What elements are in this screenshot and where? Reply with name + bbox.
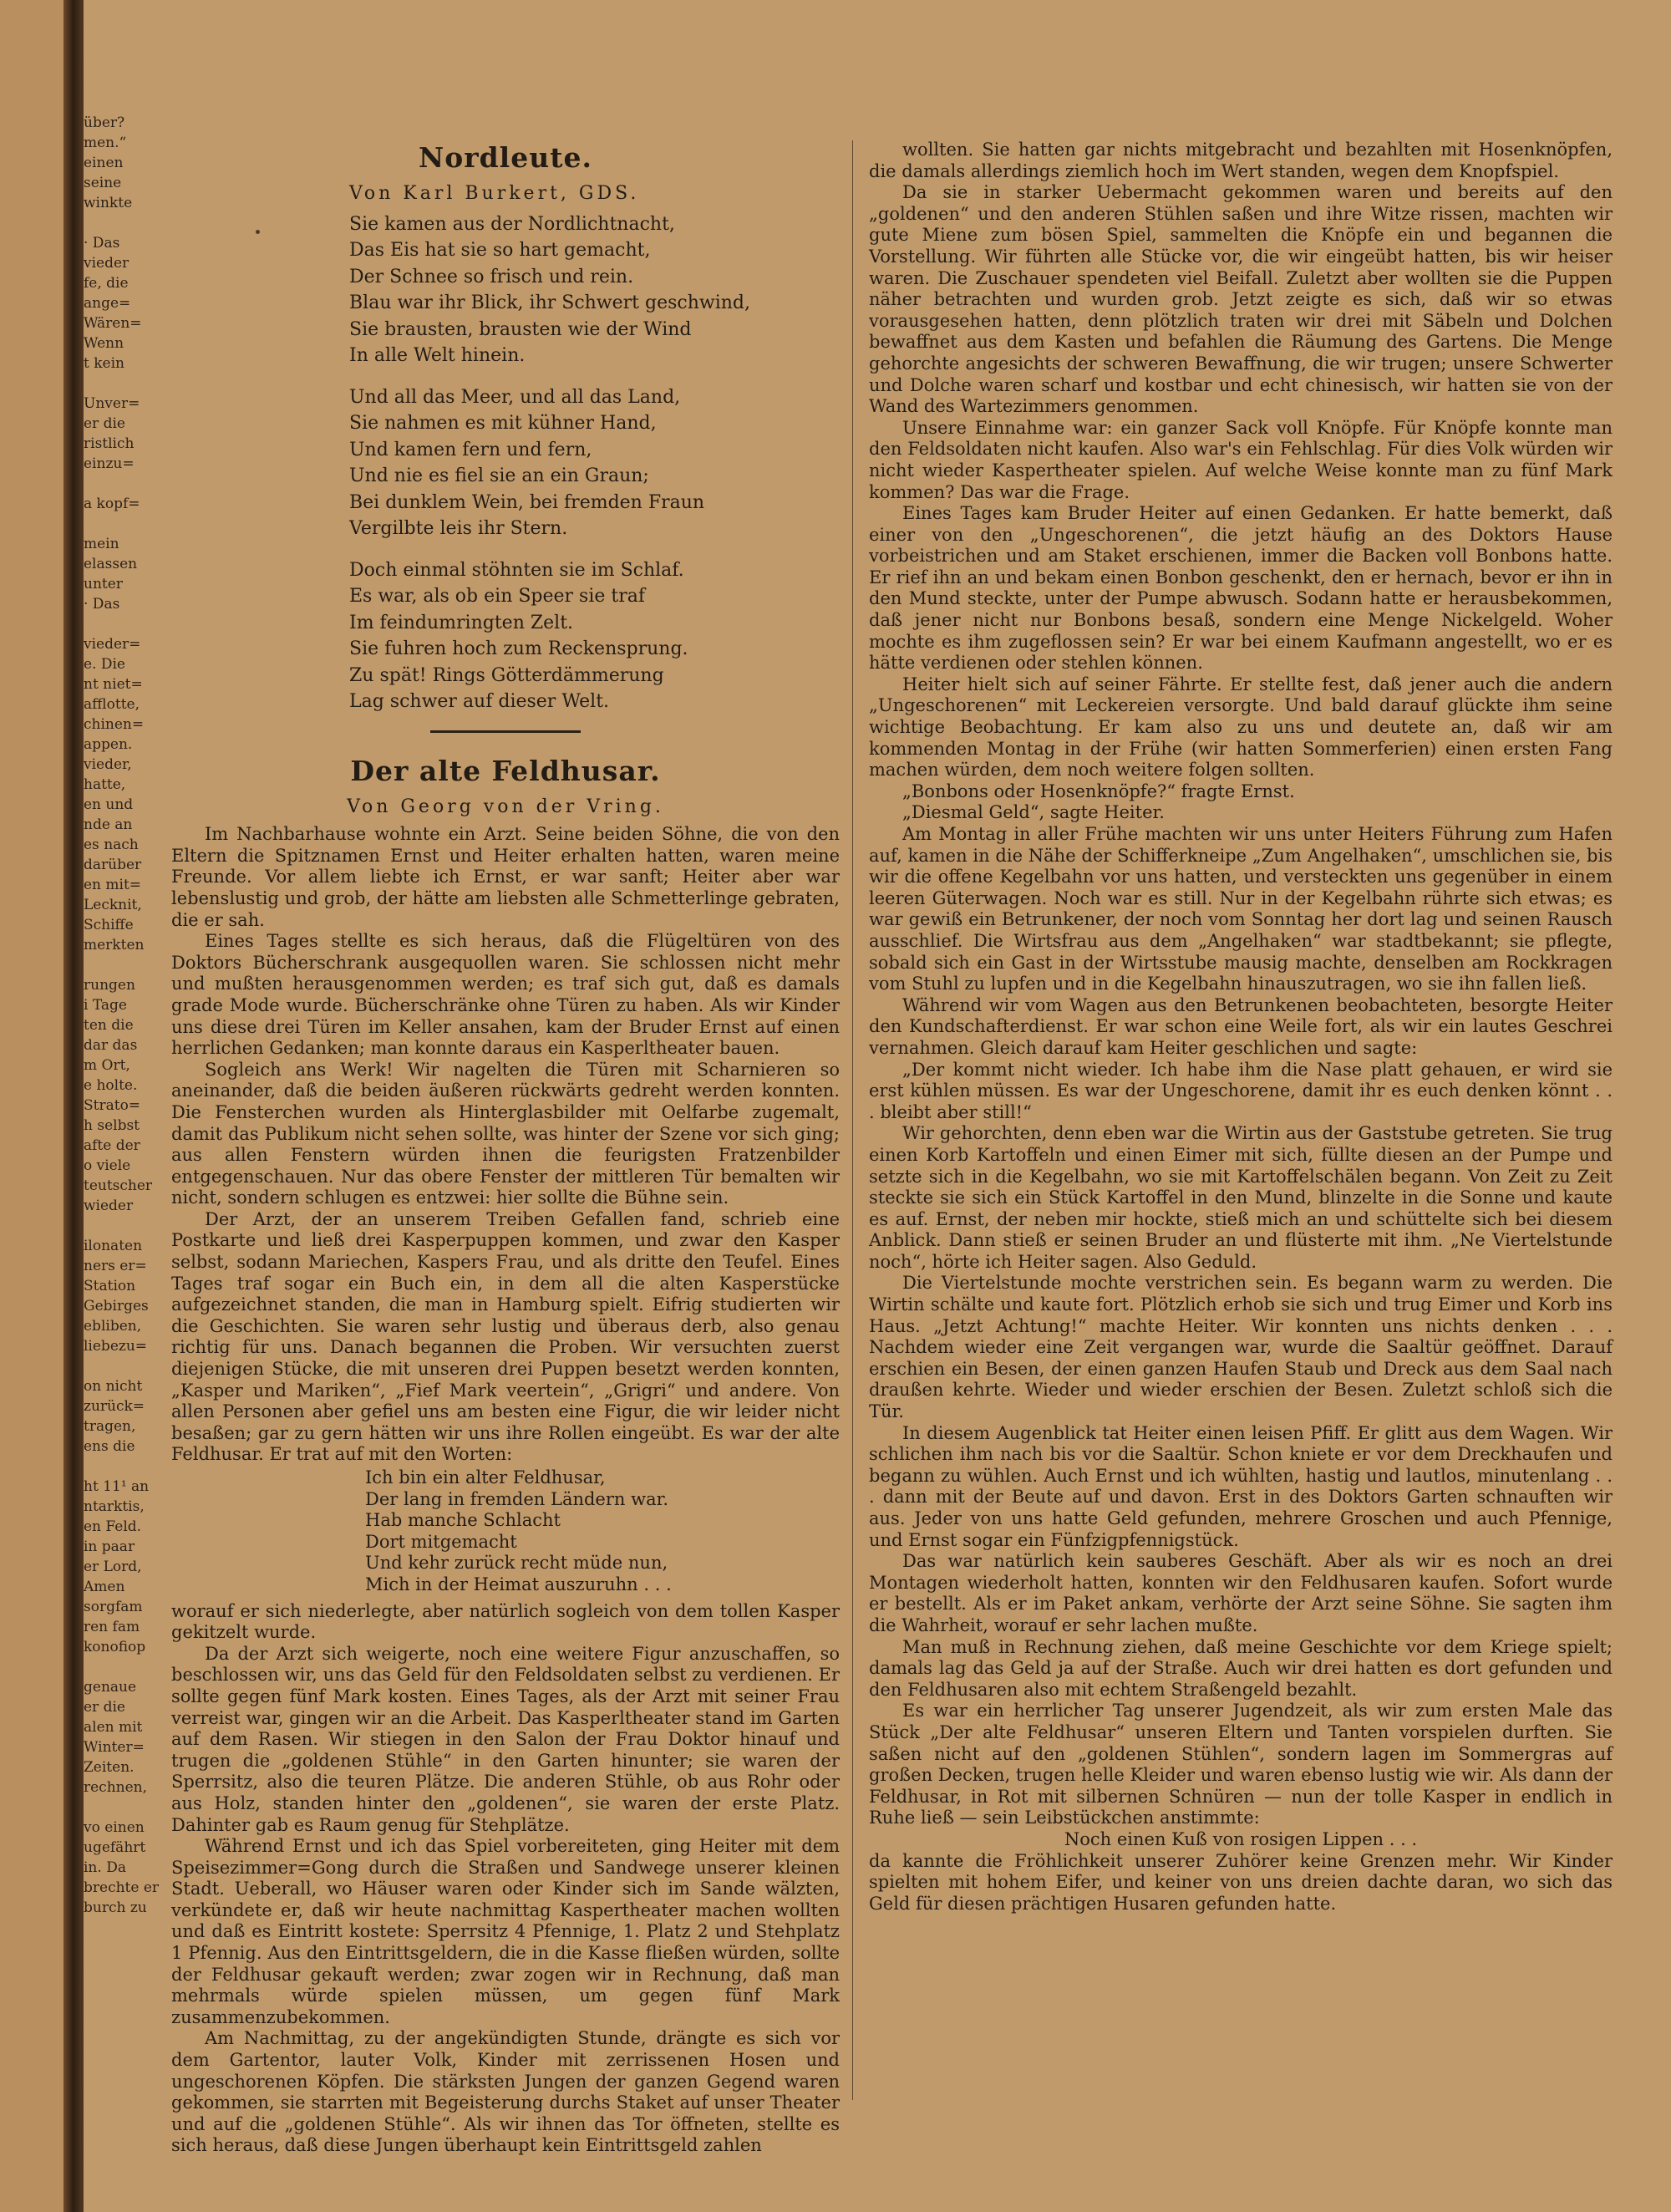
previous-page-fragment: vieder xyxy=(84,255,130,272)
poem-stanza xyxy=(171,384,840,542)
previous-page-fragment: ilonaten xyxy=(84,1238,143,1254)
previous-page-fragment: wieder xyxy=(84,1198,134,1214)
poem-title: Nordleute. xyxy=(419,141,592,174)
story-text-part-1 xyxy=(171,824,840,1466)
story-paragraph: Im Nachbarhause wohnte ein Arzt. Seine beiden Söhne, die von den Eltern die Spitznamen Ernst und Heiter erhalten hatten, waren meine Freunde. Vor allem liebte ich Ernst, er war sanft; Heiter aber war lebenslustig und grob, der hätte am liebsten alle Schmetterlinge gebraten, die er sah. xyxy=(171,824,840,930)
verse-line: Ich bin ein alter Feldhusar, xyxy=(365,1467,606,1487)
story-paragraph: Man muß in Rechnung ziehen, daß meine Geschichte vor dem Kriege spielt; damals lag das Geld ja auf der Straße. Auch wir drei hatten es dort gefunden und den Feldhusaren also mit echtem Straßengeld bezahlt. xyxy=(869,1636,1613,1700)
previous-page-fragment: über? xyxy=(84,114,125,131)
magazine-page xyxy=(84,0,1671,2212)
previous-page-fragment: · Das xyxy=(84,596,120,613)
previous-page-fragment: i Tage xyxy=(84,997,127,1014)
previous-page-fragment: merkten xyxy=(84,937,145,953)
previous-page-fragment: on nicht xyxy=(84,1378,143,1395)
previous-page-fragment: seine xyxy=(84,175,122,191)
poem-stanza xyxy=(171,557,840,715)
verse-line: Der lang in fremden Ländern war. xyxy=(365,1488,668,1509)
previous-page-fragment: in paar xyxy=(84,1538,135,1555)
previous-page-fragment xyxy=(84,614,142,634)
previous-page-fragment xyxy=(84,514,142,534)
story-paragraph: Am Montag in aller Frühe machten wir uns unter Heiters Führung zum Hafen auf, kamen in die Nähe der Schifferkneipe „Zum Angelhaken“, umschlichen sie, bis wir die offene Kegelbahn vor uns hatten, und versteckten uns gegenüber in einem leeren Güterwagen. Noch war es still. Nur in der Kegelbahn rührte sich etwas; es war gewiß ein Betrunkener, der noch vom Sonntag her dort lag und seinen Rausch ausschlief. Die Wirtsfrau aus dem „Angelhaken“ war stadtbekannt; sie pflegte, sobald sich ein Gast in der Wirtsstube mausig machte, denselben am Rockkragen vom Stuhl zu lupfen und in die Kegelbahn hinauszutragen, wo sie ihn fallen ließ. xyxy=(869,824,1613,994)
previous-page-fragment: en Feld. xyxy=(84,1518,142,1535)
previous-page-fragment xyxy=(84,1216,142,1236)
story-title: Der alte Feldhusar. xyxy=(350,754,661,787)
story-paragraph: Unsere Einnahme war: ein ganzer Sack voll Knöpfe. Für Knöpfe konnte man den Feldsoldaten nicht kaufen. Also war's ein Fehlschlag. Für dies Volk würden wir nicht wieder Kaspertheater spielen. Auf welche Weise konnte man zu fünf Mark kommen? Das war die Frage. xyxy=(869,417,1613,502)
poem-line: Im feindumringten Zelt. xyxy=(349,612,574,633)
story-paragraph: Eines Tages kam Bruder Heiter auf einen Gedanken. Er hatte bemerkt, daß einer von den „Ungeschorenen“, die jetzt häufig an des Doktors Hause vorbeistrichen und am Staket erschienen, immer die Backen voll Bonbons hatte. Er rief ihn an und bekam einen Bonbon geschenkt, den er hernach, bevor er ihn in den Mund steckte, unter der Pumpe abwusch. Sodann hatte er herausbekommen, daß jener nicht nur Bonbons besaß, sondern eine Menge Nickelgeld. Woher mochte es ihm zugeflossen sein? Er war bei einem Kaufmann angestellt, wo er es hätte verdienen oder stehlen können. xyxy=(869,503,1613,674)
poem-body xyxy=(171,211,840,715)
previous-page-fragment: ren fam xyxy=(84,1619,140,1635)
previous-page-column xyxy=(84,113,160,1918)
previous-page-fragment: appen. xyxy=(84,736,133,753)
section-rule xyxy=(430,730,581,733)
story-paragraph: Heiter hielt sich auf seiner Fährte. Er stellte fest, daß jener auch die andern „Ungeschorenen“ mit Leckereien versorgte. Und bald darauf glückte ihm seine wichtige Beobachtung. Er kam also zu uns und deutete an, daß wir am kommenden Montag in der Frühe (wir hatten Sommerferien) einen ersten Fang machen würden, dem noch weitere folgen sollten. xyxy=(869,674,1613,781)
poem-line: Sie fuhren hoch zum Reckensprung. xyxy=(349,638,688,660)
previous-page-fragment: genaue xyxy=(84,1679,137,1696)
previous-page-fragment: Gebirges xyxy=(84,1298,149,1314)
previous-page-fragment: Amen xyxy=(84,1579,125,1595)
previous-page-fragment: einen xyxy=(84,155,124,171)
story-paragraph: „Bonbons oder Hosenknöpfe?“ fragte Ernst. xyxy=(902,781,1295,801)
previous-page-fragment: Zeiten. xyxy=(84,1759,135,1776)
previous-page-fragment: ugefährt xyxy=(84,1839,146,1856)
poem-line: Das Eis hat sie so hart gemacht, xyxy=(349,240,651,262)
previous-page-fragment: alen mit xyxy=(84,1719,143,1736)
poem-line: Und kamen fern und fern, xyxy=(349,439,592,460)
story-final-paragraph: da kannte die Fröhlichkeit unserer Zuhörer keine Grenzen mehr. Wir Kinder spielten mit hohem Eifer, und keiner von uns dreien dachte daran, wo sich das Geld für diesen prächtigen Husaren gefunden hatte. xyxy=(869,1850,1613,1914)
left-column xyxy=(171,138,840,2157)
previous-page-fragment: · Das xyxy=(84,235,120,252)
story-byline: Von Georg von der Vring. xyxy=(347,796,664,817)
verse-line: Mich in der Heimat auszuruhn . . . xyxy=(365,1574,672,1594)
previous-page-fragment: liebezu= xyxy=(84,1338,148,1355)
previous-page-fragment: Station xyxy=(84,1278,136,1294)
previous-page-fragment: einzu= xyxy=(84,455,135,472)
previous-page-fragment: t kein xyxy=(84,355,124,372)
previous-page-fragment: Lecknit, xyxy=(84,897,142,913)
story-paragraph: worauf er sich niederlegte, aber natürlich sogleich von dem tollen Kasper gekitzelt wurde. xyxy=(171,1600,840,1643)
previous-page-fragment: darüber xyxy=(84,857,142,873)
previous-page-fragment: es nach xyxy=(84,836,139,853)
previous-page-fragment: rungen xyxy=(84,977,135,994)
story-paragraph: Da sie in starker Uebermacht gekommen waren und bereits auf den „goldenen“ und den anderen Stühlen saßen und ihre Witze rissen, machten wir gute Miene zum bösen Spiel, sammelten die Knöpfe ein und begannen die Vorstellung. Wir führten alle Stücke vor, die wir eingeübt hatten, bis wir heiser waren. Die Zuschauer spendeten viel Beifall. Zuletzt aber wollten sie die Puppen näher betrachten und wurden grob. Jetzt zeigte es sich, daß wir so etwas vorausgesehen hatten, denn plötzlich traten wir drei mit Säbeln und Dolchen bewaffnet aus dem Kasten und befahlen die Räumung des Gartens. Die Menge gehorchte angesichts der schweren Bewaffnung, die wir trugen; unsere Schwerter und Dolche waren scharf und kostbar und echt chinesisch, wir hatten sie von der Wand des Wartezimmers genommen. xyxy=(869,182,1613,417)
previous-page-fragment: nde an xyxy=(84,816,133,833)
poem-line: Blau war ihr Blick, ihr Schwert geschwind, xyxy=(349,292,751,314)
previous-page-fragment: dar das xyxy=(84,1037,138,1054)
previous-page-fragment: m Ort, xyxy=(84,1057,130,1074)
previous-page-fragment: afflotte, xyxy=(84,696,140,713)
book-gutter xyxy=(63,0,85,2212)
previous-page-fragment xyxy=(84,213,142,233)
previous-page-fragment: Unver= xyxy=(84,395,140,412)
previous-page-fragment: rechnen, xyxy=(84,1779,148,1796)
previous-page-fragment: en mit= xyxy=(84,877,142,893)
poem-line: Lag schwer auf dieser Welt. xyxy=(349,691,610,713)
story-paragraph: „Der kommt nicht wieder. Ich habe ihm die Nase platt gehauen, er wird sie erst kühlen müssen. Es war der Ungeschorene, damit ihr es euch denken könnt . . . bleibt aber still!“ xyxy=(869,1059,1613,1122)
poem-line: In alle Welt hinein. xyxy=(349,345,526,367)
previous-page-fragment: sorgfam xyxy=(84,1599,143,1615)
poem-line: Sie brausten, brausten wie der Wind xyxy=(349,318,692,340)
previous-page-fragment: ten die xyxy=(84,1017,134,1034)
story-paragraph: Sogleich ans Werk! Wir nagelten die Türen mit Scharnieren so aneinander, daß die beiden äußeren rückwärts gedreht werden konnten. Die Fensterchen wurden als Hinterglasbilder mit Oelfarbe zugemalt, damit das Publikum nicht sehen sollte, was hinter der Szene vor sich ging; aus allen Fenstern würden ihnen die feurigsten Fratzenbilder entgegenschauen. Nur das obere Fenster der mittleren Tür bemalten wir nicht, sondern schlugen es entzwei: hier sollte die Bühne sein. xyxy=(171,1059,840,1208)
previous-page-fragment: a kopf= xyxy=(84,496,140,512)
previous-page-fragment: mein xyxy=(84,536,119,552)
previous-page-fragment: e holte. xyxy=(84,1077,138,1094)
feldhusar-verse xyxy=(171,1467,840,1596)
previous-page-fragment: in. Da xyxy=(84,1859,126,1876)
previous-page-fragment: h selbst xyxy=(84,1117,140,1134)
previous-page-fragment: konofiop xyxy=(84,1639,146,1655)
poem-line: Bei dunklem Wein, bei fremden Fraun xyxy=(349,491,705,513)
story-paragraph: Am Nachmittag, zu der angekündigten Stunde, drängte es sich vor dem Gartentor, lauter Volk, Kinder mit zerrissenen Hosen und ungeschorenen Köpfen. Die stärksten Jungen der ganzen Gegend waren gekommen, sie starrten mit Begeisterung durchs Staket auf unser Theater und auf die „goldenen Stühle“. Als wir ihnen das Tor öffneten, stellte es sich heraus, daß diese Jungen überhaupt kein Eintrittsgeld zahlen xyxy=(171,2028,840,2156)
previous-page-fragment: men.“ xyxy=(84,135,127,151)
poem-stanza xyxy=(171,211,840,369)
poem-line: Doch einmal stöhnten sie im Schlaf. xyxy=(349,559,684,581)
previous-page-fragment: ntarktis, xyxy=(84,1498,145,1515)
previous-page-fragment: tragen, xyxy=(84,1418,136,1435)
story-paragraph: Der Arzt, der an unserem Treiben Gefallen fand, schrieb eine Postkarte und ließ drei Kasperpuppen kommen, und zwar den Kasper selbst, sodann Mariechen, Kaspers Frau, und als dritte den Teufel. Eines Tages traf sogar ein Buch ein, in dem all die alten Kasperstücke aufgezeichnet standen, die man in Hamburg spielt. Eifrig studierten wir die Geschichten. Sie waren sehr lustig und überaus derb, also genau richtig für uns. Danach begannen die Proben. Wir versuchten zuerst diejenigen Stücke, die mit unseren drei Puppen besetzt werden konnten, „Kasper und Mariken“, „Fief Mark veertein“, „Grigri“ und andere. Von allen Personen aber gefiel uns am besten eine Figur, die wir leider nicht besaßen; gar zu gern hätten wir uns ihre Rollen eingeübt. Es war der alte Feldhusar. Er trat auf mit den Worten: xyxy=(171,1208,840,1465)
previous-page-fragment xyxy=(84,1356,142,1376)
poem-line: Und all das Meer, und all das Land, xyxy=(349,386,681,408)
poem-line: Vergilbte leis ihr Stern. xyxy=(349,518,568,540)
previous-page-fragment xyxy=(84,1457,142,1477)
story-paragraph: Es war ein herrlicher Tag unserer Jugendzeit, als wir zum ersten Male das Stück „Der alte Feldhusar“ unseren Eltern und Tanten vorspielen durften. Sie saßen nicht auf den „goldenen Stühlen“, sondern lagen im Sommergras auf großen Decken, trugen helle Kleider und waren ebenso lustig wie wir. Als dann der Feldhusar, in Rot mit silbernen Schnüren — nun der tolle Kasper in endlich in Ruhe ließ — sein Leibstückchen anstimmte: xyxy=(869,1701,1613,1828)
story-paragraph: Da der Arzt sich weigerte, noch eine weitere Figur anzuschaffen, so beschlossen wir, uns das Geld für den Feldsoldaten selbst zu verdienen. Er sollte gegen fünf Mark kosten. Eines Tages, als der Arzt mit seiner Frau verreist war, gingen wir an die Arbeit. Das Kasperltheater stand im Garten auf dem Rasen. Wir stiegen in den Salon der Frau Doktor hinauf und trugen die „goldenen Stühle“ in den Garten hinunter; sie waren der Sperrsitz, also die teuren Plätze. Die anderen Stühle, ob aus Rohr oder aus Holz, standen hinter den „goldenen“, sie waren der erste Platz. Dahinter gab es Raum genug für Stehplätze. xyxy=(171,1643,840,1835)
previous-page-fragment: Schiffe xyxy=(84,917,134,933)
previous-page-fragment xyxy=(84,474,142,494)
poem-line: Der Schnee so frisch und rein. xyxy=(349,266,634,287)
previous-page-fragment xyxy=(84,374,142,394)
story-text-part-2 xyxy=(171,1644,840,2157)
previous-page-fragment: er Lord, xyxy=(84,1559,142,1575)
previous-page-fragment: e. Die xyxy=(84,656,125,673)
previous-page-fragment: teutscher xyxy=(84,1177,153,1194)
story-paragraph: Während wir vom Wagen aus den Betrunkenen beobachteten, besorgte Heiter den Kundschafterdienst. Er war schon eine Weile fort, als wir ein lautes Geschrei vernahmen. Gleich darauf kam Heiter geschlichen und sagte: xyxy=(869,994,1613,1058)
story-paragraph: Das war natürlich kein sauberes Geschäft. Aber als wir es noch an drei Montagen wiederholt hatten, konnten wir den Feldhusaren kaufen. Sofort wurde er bestellt. Als er im Paket ankam, verhörte der Arzt seine Söhne. Sie sagten ihm die Wahrheit, worauf er sehr lachen mußte. xyxy=(869,1551,1613,1635)
previous-page-fragment xyxy=(84,955,142,975)
poem-line: Sie kamen aus der Nordlichtnacht, xyxy=(349,213,675,235)
previous-page-fragment: afte der xyxy=(84,1137,140,1154)
story-paragraph: Wir gehorchten, denn eben war die Wirtin aus der Gaststube getreten. Sie trug einen Korb Kartoffeln und einen Eimer mit sich, füllte diesen an der Pumpe und setzte sich in die Kegelbahn, wo sie mit Kartoffelschälen begann. Von Zeit zu Zeit steckte sie sich ein Stück Kartoffel in den Mund, blinzelte in die Sonne und kaute es auf. Ernst, der neben mir hockte, stieß mich an und schüttelte sich bei diesem Anblick. Dann stieß er seinen Bruder an und flüsterte mit ihm. „Ne Viertelstunde noch“, hörte ich Heiter sagen. Also Geduld. xyxy=(869,1123,1613,1272)
story-paragraph: Eines Tages stellte es sich heraus, daß die Flügeltüren von des Doktors Bücherschrank ausgequollen waren. Sie schlossen nicht mehr und mußten herausgenommen werden; es traf sich gut, daß es damals grade Mode wurde. Bücherschränke ohne Türen zu haben. Als wir Kinder uns diese drei Türen im Keller ansahen, kam der Bruder Ernst auf einen herrlichen Gedanken; man konnte daraus ein Kasperltheater bauen. xyxy=(171,931,840,1059)
previous-page-fragment xyxy=(84,1657,142,1677)
previous-page-fragment: Strato= xyxy=(84,1097,141,1114)
story-text-part-3 xyxy=(869,140,1613,1829)
previous-page-fragment: nt niet= xyxy=(84,676,143,693)
story-paragraph: „Diesmal Geld“, sagte Heiter. xyxy=(902,802,1165,823)
previous-page-fragment: ange= xyxy=(84,295,131,312)
previous-page-fragment: ebliben, xyxy=(84,1318,142,1335)
story-paragraph: wollten. Sie hatten gar nichts mitgebracht und bezahlten mit Hosenknöpfen, die damals allerdings ziemlich hoch im Wert standen, wegen dem Knopfspiel. xyxy=(869,140,1613,181)
story-paragraph: Während Ernst und ich das Spiel vorbereiteten, ging Heiter mit dem Speisezimmer=Gong durch die Straßen und Sandwege unserer kleinen Stadt. Ueberall, wo Häuser waren oder Kinder sich im Sande wälzten, verkündete er, daß wir heute nachmittag Kaspertheater machen wollten und daß es Eintritt kostete: Sperrsitz 4 Pfennige, 1. Platz 2 und Stehplatz 1 Pfennig. Aus den Eintrittsgeldern, die in die Kasse fließen würden, sollte der Feldhusar gekauft werden; zwar zogen wir in Rechnung, daß man mehrmals würde spielen müssen, um gegen fünf Mark zusammenzubekommen. xyxy=(171,1836,840,2027)
verse-line: Hab manche Schlacht xyxy=(365,1510,561,1531)
previous-page-fragment: o viele xyxy=(84,1157,131,1174)
song-line: Noch einen Kuß von rosigen Lippen . . . xyxy=(1064,1828,1418,1849)
story-paragraph: Die Viertelstunde mochte verstrichen sein. Es begann warm zu werden. Die Wirtin schälte und kaute fort. Plötzlich erhob sie sich und trug Eimer und Korb ins Haus. „Jetzt Achtung!“ machte Heiter. Wir konnten uns nichts denken . . . Nachdem wieder eine Zeit vergangen war, wurde die Saaltür geöffnet. Darauf erschien ein Besen, der einen ganzen Haufen Staub und Dreck aus dem Saal nach draußen kehrte. Wieder und wieder erschien der Besen. Zuletzt schloß sich die Tür. xyxy=(869,1273,1613,1422)
previous-page-fragment: ens die xyxy=(84,1438,135,1455)
previous-page-fragment: ht 11¹ an xyxy=(84,1478,150,1495)
poem-line: Es war, als ob ein Speer sie traf xyxy=(349,586,646,608)
previous-page-fragment xyxy=(84,1798,142,1818)
previous-page-fragment: burch zu xyxy=(84,1899,147,1916)
previous-page-fragment: Wären= xyxy=(84,315,142,332)
story-paragraph: In diesem Augenblick tat Heiter einen leisen Pfiff. Er glitt aus dem Wagen. Wir schlichen ihm nach bis vor die Saaltür. Schon kniete er vor dem Dreckhaufen und begann zu wühlen. Auch Ernst und ich wühlten, hastig und lautlos, minutenlang . . . dann mit der Beute auf und davon. Erst in des Doktors Garten schnauften wir aus. Jeder von uns hatte Geld gefunden, mehrere Groschen und auch Pfennige, und Ernst sogar ein Fünfzigpfennigstück. xyxy=(869,1422,1613,1550)
poem-line: Zu spät! Rings Götterdämmerung xyxy=(349,664,664,686)
previous-page-fragment: vieder, xyxy=(84,756,132,773)
previous-page-fragment: zurück= xyxy=(84,1398,145,1415)
column-divider xyxy=(852,140,853,2100)
verse-line: Dort mitgemacht xyxy=(365,1531,517,1552)
previous-page-fragment: ristlich xyxy=(84,435,135,452)
previous-page-fragment: brechte er xyxy=(84,1879,160,1896)
poem-byline: Von Karl Burkert, GDS. xyxy=(349,183,640,204)
previous-page-fragment: er die xyxy=(84,415,125,432)
previous-page-fragment: unter xyxy=(84,576,123,592)
previous-page-fragment: vo einen xyxy=(84,1819,145,1836)
previous-page-fragment: hatte, xyxy=(84,776,126,793)
previous-page-fragment: chinen= xyxy=(84,716,145,733)
poem-line: Und nie es fiel sie an ein Graun; xyxy=(349,465,649,487)
previous-page-fragment: fe, die xyxy=(84,275,129,292)
previous-page-fragment: elassen xyxy=(84,556,138,572)
right-column xyxy=(869,140,1613,1915)
previous-page-fragment: er die xyxy=(84,1699,125,1716)
poem-line: Sie nahmen es mit kühner Hand, xyxy=(349,413,657,435)
previous-page-fragment: Wenn xyxy=(84,335,124,352)
verse-line: Und kehr zurück recht müde nun, xyxy=(365,1553,668,1574)
previous-page-fragment: en und xyxy=(84,796,134,813)
previous-page-fragment: winkte xyxy=(84,195,133,211)
previous-page-fragment: ners er= xyxy=(84,1258,147,1274)
previous-page-fragment: vieder= xyxy=(84,636,141,653)
previous-page-fragment: Winter= xyxy=(84,1739,145,1756)
